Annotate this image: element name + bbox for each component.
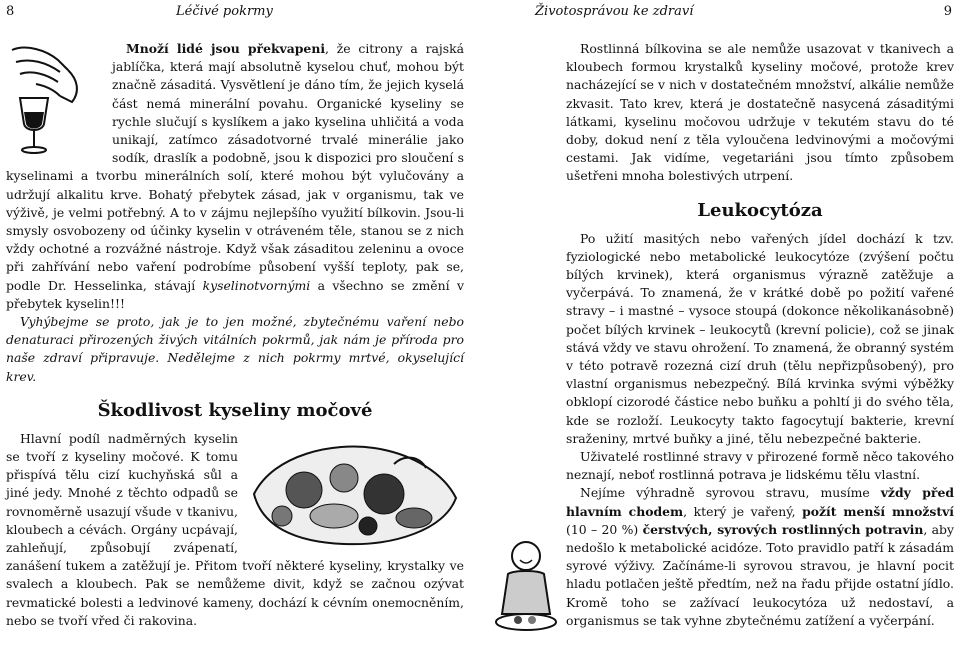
intro-end: a všechno se změní v přebytek kyselin!!! xyxy=(6,277,464,311)
right-running-title: Životosprávou ke zdraví xyxy=(535,4,694,19)
paragraph-leukocytosis: Po užití masitých nebo vařených jídel dochází k tzv. fyziologické nebo metabolické leukocytóze (zvýšení počtu bílých krvinek), která organismus výrazně zatěžuje a vyčerpává. To znamená, že v krátké době po požití vařené stravy – i mastné – vysoce stoupá (dokonce několikanásobně) počet bílých krvinek – leukocytů (krevní policie), což se jinak stává vždy ve stavu ohrožení. To znamená, že obranný systém v této potravě rozezná cizí druh (tělu nepřizpůsobený), pro vlastní organismus nebezpečný. Bílá krvinka svými výběžky obklopí cizorodé částice nebo buňku a pohltí ji do svého těla, kde se rozloží. Leukocyty takto fagocytují bakterie, krevní sraženiny, mrtvé buňky a jiné, tělu nebezpečné bakterie. xyxy=(566,230,954,446)
intro-bold: Množí lidé jsou překvapeni xyxy=(126,41,326,56)
section-heading-uric-acid: Škodlivost kyseliny močové xyxy=(97,399,373,421)
paragraph-uric-acid: Hlavní podíl nadměrných kyselin se tvoří z kyseliny močové. K tomu přispívá tělu cizí kuchyňská sůl a jiné jedy. Mnohé z těchto odpadů se rovnoměrně usazují všude v tkanivu, kloubech a cévách. Orgány ucpávají, zahleňují, způsobují zvápenatí, zanášení tukem a zatěžují je. Přitom tvoří některé kyseliny, krystalky ve svalech a kloubech. Pak se nemůžeme divit, když se začnou ozývat revmatické bolesti a ledvinové kameny, dochází k cévním onemocněním, nebo se tvoří vřed či rakovina. xyxy=(6,430,464,628)
right-page xyxy=(480,0,960,648)
person-eating-illustration xyxy=(486,534,566,644)
intro-text: , že citrony a rajská jablíčka, která mají absolutně kyselou chuť, mohou být značně zásaditá. Vysvětlení je dáno tím, že jejich kyselá část nemá minerální povahu. Organické kyseliny se rychle slučují s kyslíkem a jako kyselina uhličitá a voda unikají, zatímco zásadotvorné trvalé minerálie jako sodík, draslík a podobně, jsou k dispozici pro sloučení s kyselinami a tvorbu minerálních solí, které mohou být vylučovány a udržují alkalitu krve. Bohatý přebytek zásad, jak v organismu, tak ve výživě, je velmi potřebný. A to v zájmu nejlepšího využití bílkovin. Jsou-li smysly osvobozeny od účinky kyselin v otráveném těle, stanou se z nich vždy ochotné a rozvážné nástroje. Když však zásaditou zeleninu a ovoce při zahřívání nebo vaření podrobíme působení vyšší teploty, pak se, podle Dr. Hesselinka, stávají xyxy=(6,41,464,293)
fruit-vegetable-illustration xyxy=(244,434,464,554)
right-page-number: 9 xyxy=(943,4,952,19)
intro-italic: kyselinotvornými xyxy=(202,277,311,293)
left-running-title: Léčivé pokrmy xyxy=(176,4,273,19)
paragraph-raw-food: Nejíme výhradně syrovou stravu, musíme vždy před hlavním chodem, který je vařený, požít menší množství (10 – 20 %) čerstvých, syrových rostlinných potravin, aby nedošlo k metabolické acidóze. Toto pravidlo patří k zásadám syrové výživy. Začínáme-li syrovou stravou, je hlavní pocit hladu potlačen ještě předtím, než na řadu přijde ostatní jídlo. Kromě toho se zažívací leukocytóza už nedostaví, a organismus se tak vyhne zbytečnému zatížení a vyčerpání. xyxy=(566,485,955,628)
paragraph-plant-protein: Rostlinná bílkovina se ale nemůže usazovat v tkanivech a kloubech formou krystalků kyseliny močové, protože krev nacházející se v nich v dostatečném množství, alkálie nemůže zkvasit. Tato krev, která je dostatečně nasycená zásaditými látkami, kyselinu močovou udržuje v tekutém stavu do té doby, dokud není z těla vyloučena ledvinovými a močovými cestami. Jak vidíme, vegetariáni jsou tímto způsobem ušetřeni mnoha bolestivých utrpení. xyxy=(566,41,954,184)
section-heading-leukocytosis: Leukocytóza xyxy=(697,199,823,221)
hand-with-glass-illustration xyxy=(6,40,106,160)
right-column xyxy=(566,40,954,630)
left-page-number: 8 xyxy=(6,4,15,19)
paragraph-plant-diet: Uživatelé rostlinné stravy v přirozené formě něco takového neznají, neboť rostlinná potrava je lidskému tělu vlastní. xyxy=(566,449,954,483)
left-column xyxy=(6,40,464,630)
paragraph-italic: Vyhýbejme se proto, jak je to jen možné, zbytečnému vaření nebo denaturaci přirozených živých vitálních pokrmů, jak nám je příroda pro naše zdraví připravuje. Nedělejme z nich pokrmy mrtvé, okyselující krev. xyxy=(6,314,464,384)
